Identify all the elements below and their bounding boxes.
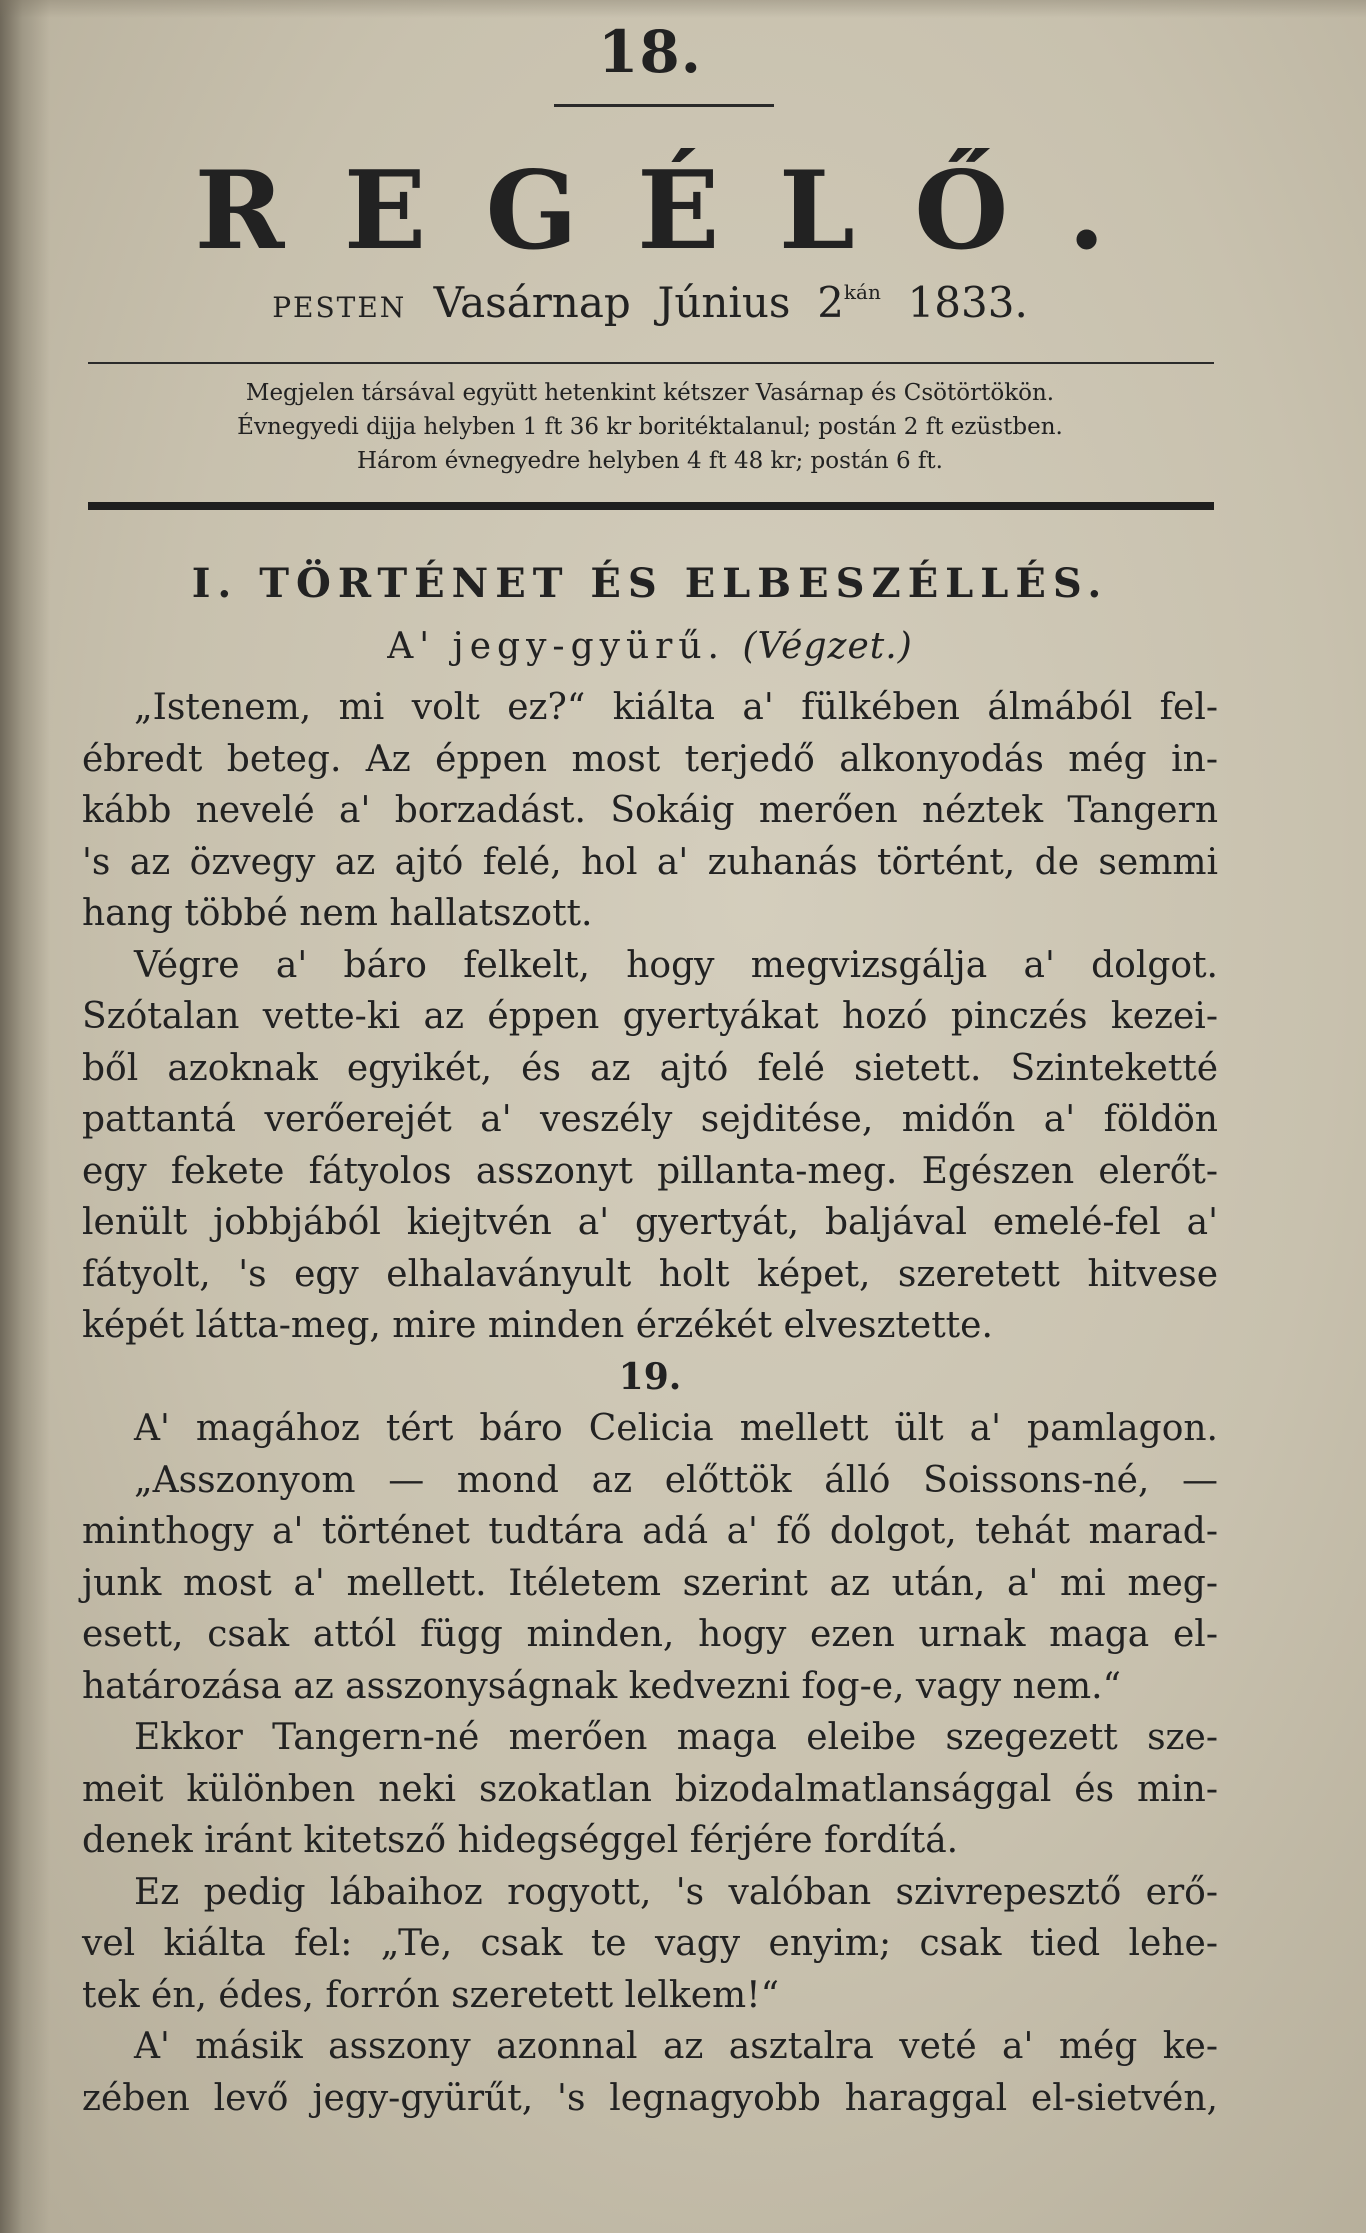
subscription-line: Évnegyedi dijja helyben 1 ft 36 kr boritéktalanul; postán 2 ft ezüstben. [237, 414, 1063, 440]
body-line: határozása az asszonyságnak kedvezni fog-e, vagy nem.“ [82, 1665, 1122, 1707]
subscription-line: Megjelen társával együtt hetenkint kétszer Vasárnap és Csötörtökön. [245, 380, 1055, 406]
body-line: zében levő jegy-gyürűt, 's legnagyobb haraggal el-sietvén, [82, 2077, 1218, 2119]
body-line: minthogy a' történet tudtára adá a' fő dolgot, tehát marad- [82, 1511, 1218, 1552]
dateline-day: Vasárnap [433, 278, 631, 327]
body-line: kább nevelé a' borzadást. Sokáig merően néztek Tangern [82, 790, 1218, 831]
page-number-underline [554, 104, 774, 107]
body-line: ébredt beteg. Az éppen most terjedő alkonyodás még in- [82, 738, 1218, 780]
dateline [82, 278, 1218, 327]
body-line: egy fekete fátyolos asszonyt pillanta-meg. Egészen elerőt- [82, 1150, 1218, 1192]
dateline-city: PESTEN [272, 291, 407, 324]
body-line: A' magához tért báro Celicia mellett ült a' pamlagon. [134, 1408, 1218, 1449]
body-line: vel kiálta fel: „Te, csak te vagy enyim; csak tied lehe- [82, 1923, 1218, 1964]
body-line: tek én, édes, forrón szeretett lelkem!“ [82, 1974, 780, 2016]
header-rule-top [88, 362, 1214, 364]
story-title [82, 626, 1218, 667]
body-line: meit különben neki szokatlan bizodalmatlansággal és min- [82, 1768, 1218, 1810]
body-line: pattantá verőerejét a' veszély sejditése, midőn a' földön [82, 1099, 1218, 1140]
dateline-date: 2 [817, 278, 844, 327]
body-line: fátyolt, 's egy elhalaványult holt képet, szeretett hitvese [82, 1253, 1218, 1295]
section-number: 19. [618, 1355, 682, 1398]
body-line: „Asszonyom — mond az előttök álló Soissons-né, — [134, 1459, 1218, 1501]
body-line: Szótalan vette-ki az éppen gyertyákat hozó pinczés kezei- [82, 996, 1218, 1037]
body-line: esett, csak attól függ minden, hogy ezen urnak maga el- [82, 1614, 1218, 1655]
body-line: junk most a' mellett. Itéletem szerint az után, a' mi meg- [82, 1562, 1218, 1604]
dateline-date-suffix: kán [843, 280, 881, 304]
body-line: A' másik asszony azonnal az asztalra veté a' még ke- [134, 2026, 1218, 2067]
page-number: 18. [598, 18, 702, 86]
dateline-month: Június [657, 278, 791, 327]
story-title-tail: (Végzet.) [742, 626, 913, 667]
body-line: Ekkor Tangern-né merően maga eleibe szegezett sze- [134, 1717, 1218, 1758]
book-spine-shadow [0, 0, 50, 2233]
body-line: hang többé nem hallatszott. [82, 893, 593, 934]
subscription-line: Három évnegyedre helyben 4 ft 48 kr; postán 6 ft. [356, 448, 943, 474]
body-line: Végre a' báro felkelt, hogy megvizsgálja a' dolgot. [134, 944, 1218, 986]
body-line: képét látta-meg, mire minden érzékét elvesztette. [82, 1305, 993, 1346]
body-line: Ez pedig lábaihoz rogyott, 's valóban szivrepesztő erő- [134, 1871, 1218, 1913]
dateline-year: 1833. [907, 278, 1028, 327]
body-line: „Istenem, mi volt ez?“ kiálta a' fülkében álmából fel- [134, 687, 1218, 728]
body-line: 's az özvegy az ajtó felé, hol a' zuhanás történt, de semmi [82, 841, 1218, 883]
subscription-notice [82, 376, 1218, 478]
masthead-title: REGÉLŐ. [194, 148, 1165, 274]
body-line: ből azoknak egyikét, és az ajtó felé sietett. Szinteketté [82, 1047, 1218, 1089]
body-line: lenült jobbjából kiejtvén a' gyertyát, baljával emelé-fel a' [82, 1202, 1218, 1243]
article-body [82, 682, 1218, 2124]
body-line: denek iránt kitetsző hidegséggel férjére fordítá. [82, 1820, 959, 1861]
story-title-main: A' jegy-gyürű. [387, 626, 725, 667]
page-edge-shadow [0, 0, 1366, 18]
section-title: I. TÖRTÉNET ÉS ELBESZÉLLÉS. [191, 560, 1109, 607]
header-rule-bottom [88, 502, 1214, 510]
